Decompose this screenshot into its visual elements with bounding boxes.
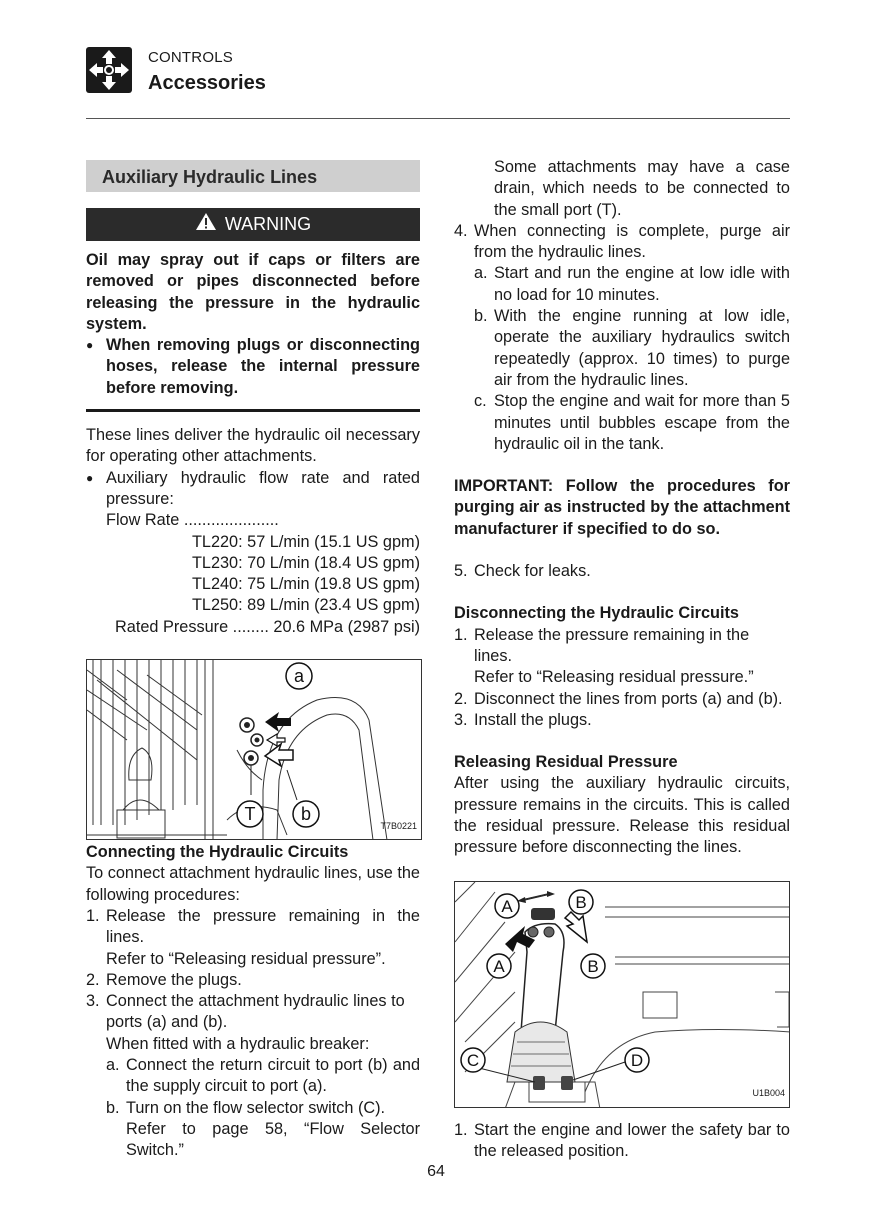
step-number: 3. xyxy=(86,992,100,1011)
disconnect-step-1-ref: Refer to “Releasing residual pressure.” xyxy=(474,668,754,687)
rated-pressure: Rated Pressure ........ 20.6 MPa (2987 psi) xyxy=(115,617,420,636)
right-column xyxy=(454,157,790,1162)
flow-rate-tl230: TL230: 70 L/min (18.4 US gpm) xyxy=(191,553,420,572)
step-number: 1. xyxy=(86,906,100,925)
step-text: Disconnect the lines from ports (a) and (b). xyxy=(474,689,783,708)
figure-label-a: a xyxy=(293,666,305,687)
figure-code: U1B004 xyxy=(752,1088,785,1099)
connect-step-3-breaker: When fitted with a hydraulic breaker: xyxy=(106,1034,370,1053)
step-text: Release the pressure remaining in the lines. xyxy=(106,906,420,947)
connect-step-3b-ref: Refer to page 58, “Flow Selector Switch.” xyxy=(126,1119,420,1160)
substep-letter: b. xyxy=(474,307,488,326)
releasing-heading: Releasing Residual Pressure xyxy=(454,753,678,772)
figure-label-t: T xyxy=(244,804,256,825)
connect-step-4 xyxy=(454,221,790,264)
figure-label-a-mid: A xyxy=(493,956,505,976)
connect-step-3b xyxy=(86,1098,420,1119)
substep-letter: a. xyxy=(106,1056,120,1075)
joystick-figure xyxy=(454,881,790,1108)
warning-divider xyxy=(86,409,420,412)
substep-text: Turn on the flow selector switch (C). xyxy=(126,1098,386,1117)
connect-heading: Connecting the Hydraulic Circuits xyxy=(86,843,349,862)
releasing-text: After using the auxiliary hydraulic circuits, pressure remains in the circuits. This is called the residual pressure. Release this residual pressure before disconnecting the lines. xyxy=(454,774,790,857)
connect-step-4a xyxy=(454,263,790,306)
step-number: 5. xyxy=(454,562,468,581)
header-divider xyxy=(86,118,790,119)
substep-text: Stop the engine and wait for more than 5 minutes until bubbles escape from the hydraulic oil in the tank. xyxy=(494,392,790,453)
connect-step-4b xyxy=(454,306,790,391)
step-text: Start the engine and lower the safety bar to the released position. xyxy=(474,1120,790,1160)
section-heading: Auxiliary Hydraulic Lines xyxy=(86,160,420,192)
step-number: 2. xyxy=(454,689,468,708)
step-text: Release the pressure remaining in the lines. xyxy=(474,625,750,665)
substep-letter: b. xyxy=(106,1098,120,1117)
step-text: Check for leaks. xyxy=(474,562,591,581)
intro-text: These lines deliver the hydraulic oil necessary for operating other attachments. xyxy=(86,426,420,466)
connect-step-3a xyxy=(86,1055,420,1098)
connect-step-1 xyxy=(86,906,420,949)
warning-triangle-icon xyxy=(195,212,217,236)
disconnect-step-2 xyxy=(454,689,790,710)
flow-rate-tl240: TL240: 75 L/min (19.8 US gpm) xyxy=(191,575,420,594)
left-column xyxy=(86,160,420,1162)
important-note: IMPORTANT: Follow the procedures for purging air as instructed by the attachment manufacturer if specified to do so. xyxy=(454,477,790,538)
connect-intro: To connect attachment hydraulic lines, use the following procedures: xyxy=(86,864,420,904)
joystick-illustration xyxy=(455,882,790,1108)
release-step-1 xyxy=(454,1120,790,1163)
disconnect-step-3 xyxy=(454,710,790,731)
figure-label-b-top: B xyxy=(575,892,587,912)
step-number: 2. xyxy=(86,970,100,989)
flow-rate-label: Flow Rate ..................... xyxy=(106,511,279,530)
figure-label-a-top: A xyxy=(501,896,513,916)
step-number: 1. xyxy=(454,1120,468,1139)
warning-text: Oil may spray out if caps or filters are removed or pipes disconnected before releasing the pressure in the hydraulic system. xyxy=(86,251,420,333)
figure-label-d: D xyxy=(630,1050,644,1070)
disconnect-step-1 xyxy=(454,625,790,668)
step-text: Connect the attachment hydraulic lines to ports (a) and (b). xyxy=(106,992,405,1032)
header-title: Accessories xyxy=(148,72,266,94)
page-number: 64 xyxy=(427,1163,445,1180)
connect-step-1-ref: Refer to “Releasing residual pressure”. xyxy=(106,949,386,968)
hydraulic-ports-figure xyxy=(86,659,422,840)
figure-label-c: C xyxy=(466,1050,480,1070)
substep-text: Connect the return circuit to port (b) and the supply circuit to port (a). xyxy=(126,1056,420,1096)
header-section: CONTROLS xyxy=(148,49,233,66)
substep-letter: c. xyxy=(474,392,487,411)
flow-bullet: ● Auxiliary hydraulic flow rate and rated pressure: xyxy=(86,468,420,511)
figure-label-b-mid: B xyxy=(587,956,599,976)
connect-step-4c xyxy=(454,391,790,455)
flow-rate-tl250: TL250: 89 L/min (23.4 US gpm) xyxy=(191,596,420,615)
substep-letter: a. xyxy=(474,264,488,283)
flow-rate-tl220: TL220: 57 L/min (15.1 US gpm) xyxy=(191,532,420,551)
warning-label: WARNING xyxy=(224,213,312,234)
step-text: When connecting is complete, purge air from the hydraulic lines. xyxy=(474,221,790,262)
connect-step-2 xyxy=(86,970,420,991)
step-number: 3. xyxy=(454,710,468,729)
warning-bullet: ● When removing plugs or disconnecting hoses, release the internal pressure before removing. xyxy=(86,335,420,399)
figure-label-b: b xyxy=(300,804,312,825)
warning-body xyxy=(86,250,420,399)
figure-code: T7B0221 xyxy=(380,820,417,831)
warning-banner xyxy=(86,208,420,241)
controls-icon xyxy=(86,47,132,93)
step-text: Remove the plugs. xyxy=(106,970,242,989)
case-drain-note: Some attachments may have a case drain, which needs to be connected to the small port (T). xyxy=(494,158,790,219)
connect-step-5 xyxy=(454,561,790,582)
disconnect-heading: Disconnecting the Hydraulic Circuits xyxy=(454,604,739,623)
step-number: 4. xyxy=(454,221,468,240)
connect-step-3 xyxy=(86,991,420,1034)
substep-text: With the engine running at low idle, operate the auxiliary hydraulics switch repeatedly (approx. 10 times) to purge air from the hydraulic lines. xyxy=(494,307,790,389)
step-text: Install the plugs. xyxy=(474,710,592,729)
hydraulic-ports-illustration xyxy=(87,660,422,840)
step-number: 1. xyxy=(454,625,468,644)
substep-text: Start and run the engine at low idle with no load for 10 minutes. xyxy=(494,264,790,304)
